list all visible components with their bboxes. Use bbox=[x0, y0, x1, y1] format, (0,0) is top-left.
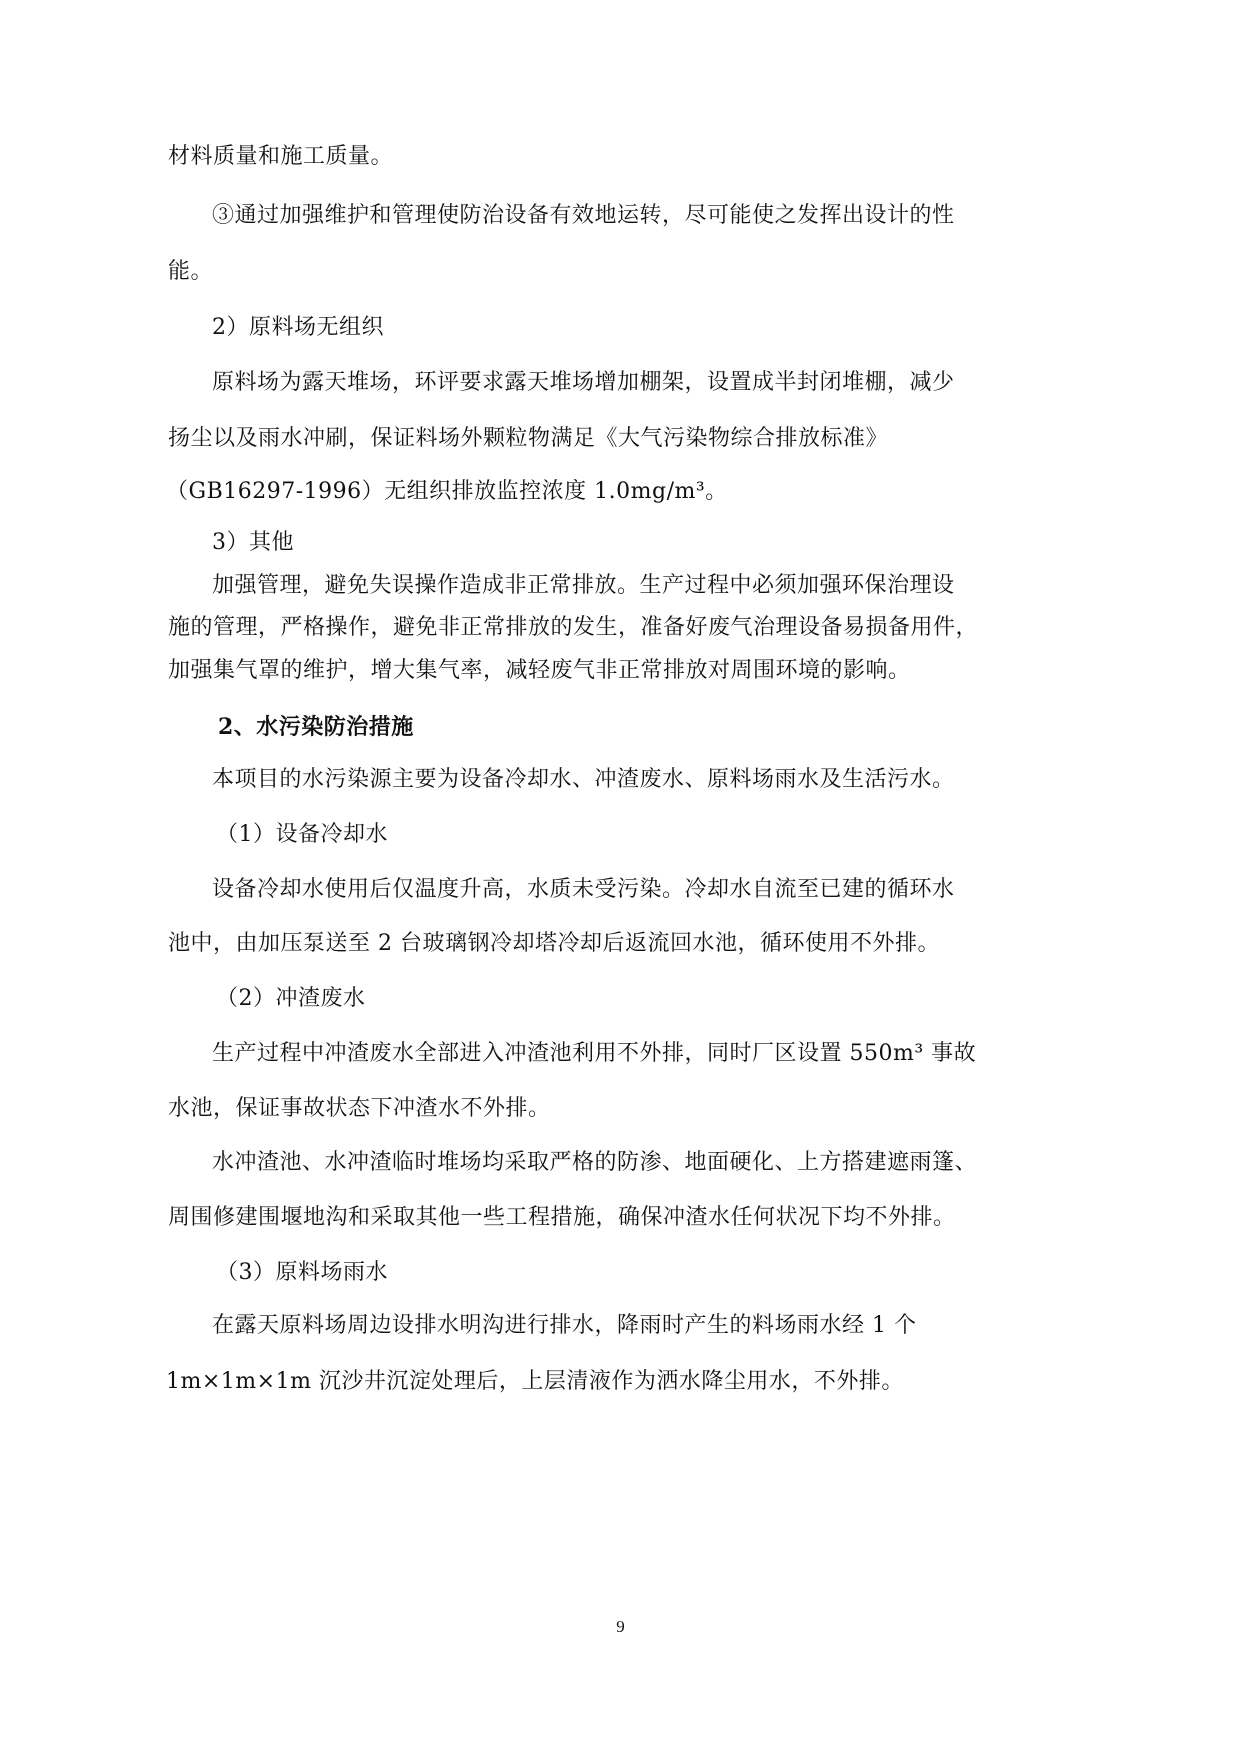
paragraph-line: 在露天原料场周边设排水明沟进行排水，降雨时产生的料场雨水经 1 个 bbox=[212, 1313, 917, 1338]
paragraph-line: 周围修建围堰地沟和采取其他一些工程措施，确保冲渣水任何状况下均不外排。 bbox=[168, 1205, 956, 1230]
paragraph-line: 原料场为露天堆场，环评要求露天堆场增加棚架，设置成半封闭堆棚，减少 bbox=[212, 370, 955, 395]
paragraph-line: 材料质量和施工质量。 bbox=[168, 144, 394, 169]
paragraph-line: （GB16297-1996）无组织排放监控浓度 1.0mg/m³。 bbox=[166, 479, 728, 504]
paragraph-line: 加强集气罩的维护，增大集气率，减轻废气非正常排放对周围环境的影响。 bbox=[168, 658, 911, 683]
paragraph-line: 水冲渣池、水冲渣临时堆场均采取严格的防渗、地面硬化、上方搭建遮雨篷、 bbox=[212, 1150, 978, 1175]
section-heading: 2、水污染防治措施 bbox=[218, 714, 414, 740]
paragraph-line: 本项目的水污染源主要为设备冷却水、冲渣废水、原料场雨水及生活污水。 bbox=[212, 767, 955, 792]
paragraph-line: 1m×1m×1m 沉沙井沉淀处理后，上层清液作为洒水降尘用水，不外排。 bbox=[166, 1369, 904, 1394]
paragraph-line: ③通过加强维护和管理使防治设备有效地运转，尽可能使之发挥出设计的性 bbox=[212, 203, 955, 228]
page-number: 9 bbox=[616, 1617, 625, 1636]
section-subheading: 3）其他 bbox=[212, 530, 294, 555]
paragraph-line: 扬尘以及雨水冲刷，保证料场外颗粒物满足《大气污染物综合排放标准》 bbox=[168, 426, 889, 451]
paragraph-line: 施的管理，严格操作，避免非正常排放的发生，准备好废气治理设备易损备用件， bbox=[168, 615, 979, 640]
section-subheading: 2）原料场无组织 bbox=[212, 315, 384, 340]
paragraph-line: 设备冷却水使用后仅温度升高，水质未受污染。冷却水自流至已建的循环水 bbox=[212, 877, 955, 902]
section-subheading: （1）设备冷却水 bbox=[216, 822, 388, 847]
paragraph-line: 加强管理，避免失误操作造成非正常排放。生产过程中必须加强环保治理设 bbox=[212, 573, 955, 598]
section-subheading: （3）原料场雨水 bbox=[216, 1260, 388, 1285]
paragraph-line: 能。 bbox=[168, 259, 214, 284]
paragraph-line: 水池，保证事故状态下冲渣水不外排。 bbox=[168, 1096, 551, 1121]
paragraph-line: 池中，由加压泵送至 2 台玻璃钢冷却塔冷却后返流回水池，循环使用不外排。 bbox=[168, 931, 940, 956]
paragraph-line: 生产过程中冲渣废水全部进入冲渣池利用不外排，同时厂区设置 550m³ 事故 bbox=[212, 1041, 977, 1066]
section-subheading: （2）冲渣废水 bbox=[216, 986, 366, 1011]
